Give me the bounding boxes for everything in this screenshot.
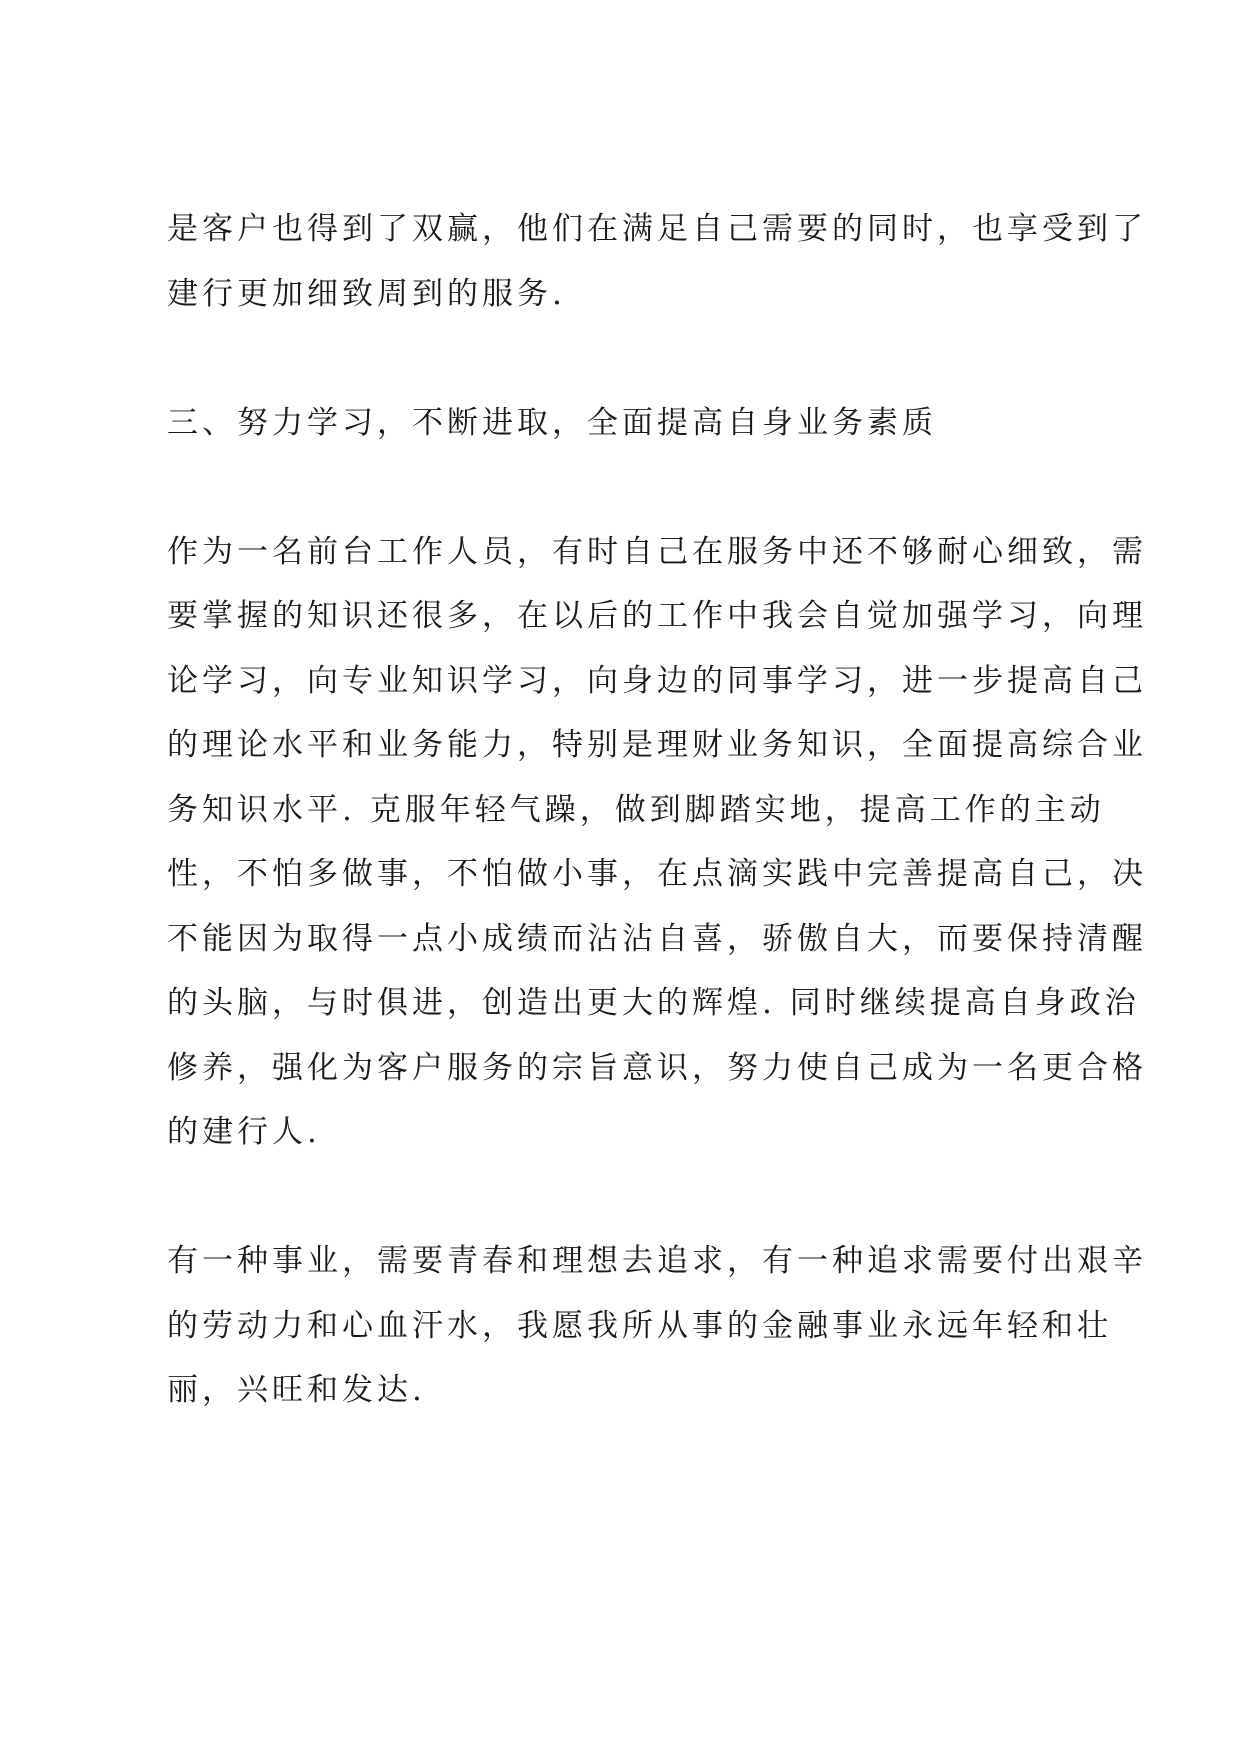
- section-heading: [167, 391, 1097, 456]
- text-line: 要掌握的知识还很多，在以后的工作中我会自觉加强学习，向理: [167, 598, 1147, 634]
- text-line: 的劳动力和心血汗水，我愿我所从事的金融事业永远年轻和壮: [167, 1307, 1112, 1344]
- text-line: 务知识水平. 克服年轻气躁，做到脚踏实地，提高工作的主动: [167, 791, 1105, 828]
- text-line: 的头脑，与时俱进，创造出更大的辉煌. 同时继续提高自身政治: [167, 985, 1140, 1021]
- paragraph-gap: [167, 326, 1097, 391]
- text-line: 建行更加细致周到的服务.: [167, 275, 566, 312]
- document-body: [167, 197, 1147, 1423]
- text-line: 丽，兴旺和发达.: [167, 1372, 426, 1408]
- paragraph: [167, 197, 1147, 326]
- text-line: 是客户也得到了双赢，他们在满足自己需要的同时，也享受到了: [167, 211, 1147, 247]
- text-line: 不能因为取得一点小成绩而沾沾自喜，骄傲自大，而要保持清醒: [167, 920, 1147, 957]
- paragraph: [167, 520, 1147, 1165]
- heading-line: 三、努力学习，不断进取，全面提高自身业务素质: [167, 404, 937, 441]
- text-line: 性，不怕多做事，不怕做小事，在点滴实践中完善提高自己，决: [167, 856, 1147, 892]
- paragraph: [167, 1229, 1147, 1423]
- text-line: 的理论水平和业务能力，特别是理财业务知识，全面提高综合业: [167, 727, 1147, 763]
- text-line: 的建行人.: [167, 1114, 321, 1150]
- text-line: 修养，强化为客户服务的宗旨意识，努力使自己成为一名更合格: [167, 1049, 1147, 1086]
- paragraph-gap: [167, 455, 1097, 520]
- text-line: 有一种事业，需要青春和理想去追求，有一种追求需要付出艰辛: [167, 1243, 1147, 1279]
- text-line: 论学习，向专业知识学习，向身边的同事学习，进一步提高自己: [167, 662, 1147, 699]
- text-line: 作为一名前台工作人员，有时自己在服务中还不够耐心细致，需: [167, 533, 1147, 570]
- paragraph-gap: [167, 1165, 1097, 1230]
